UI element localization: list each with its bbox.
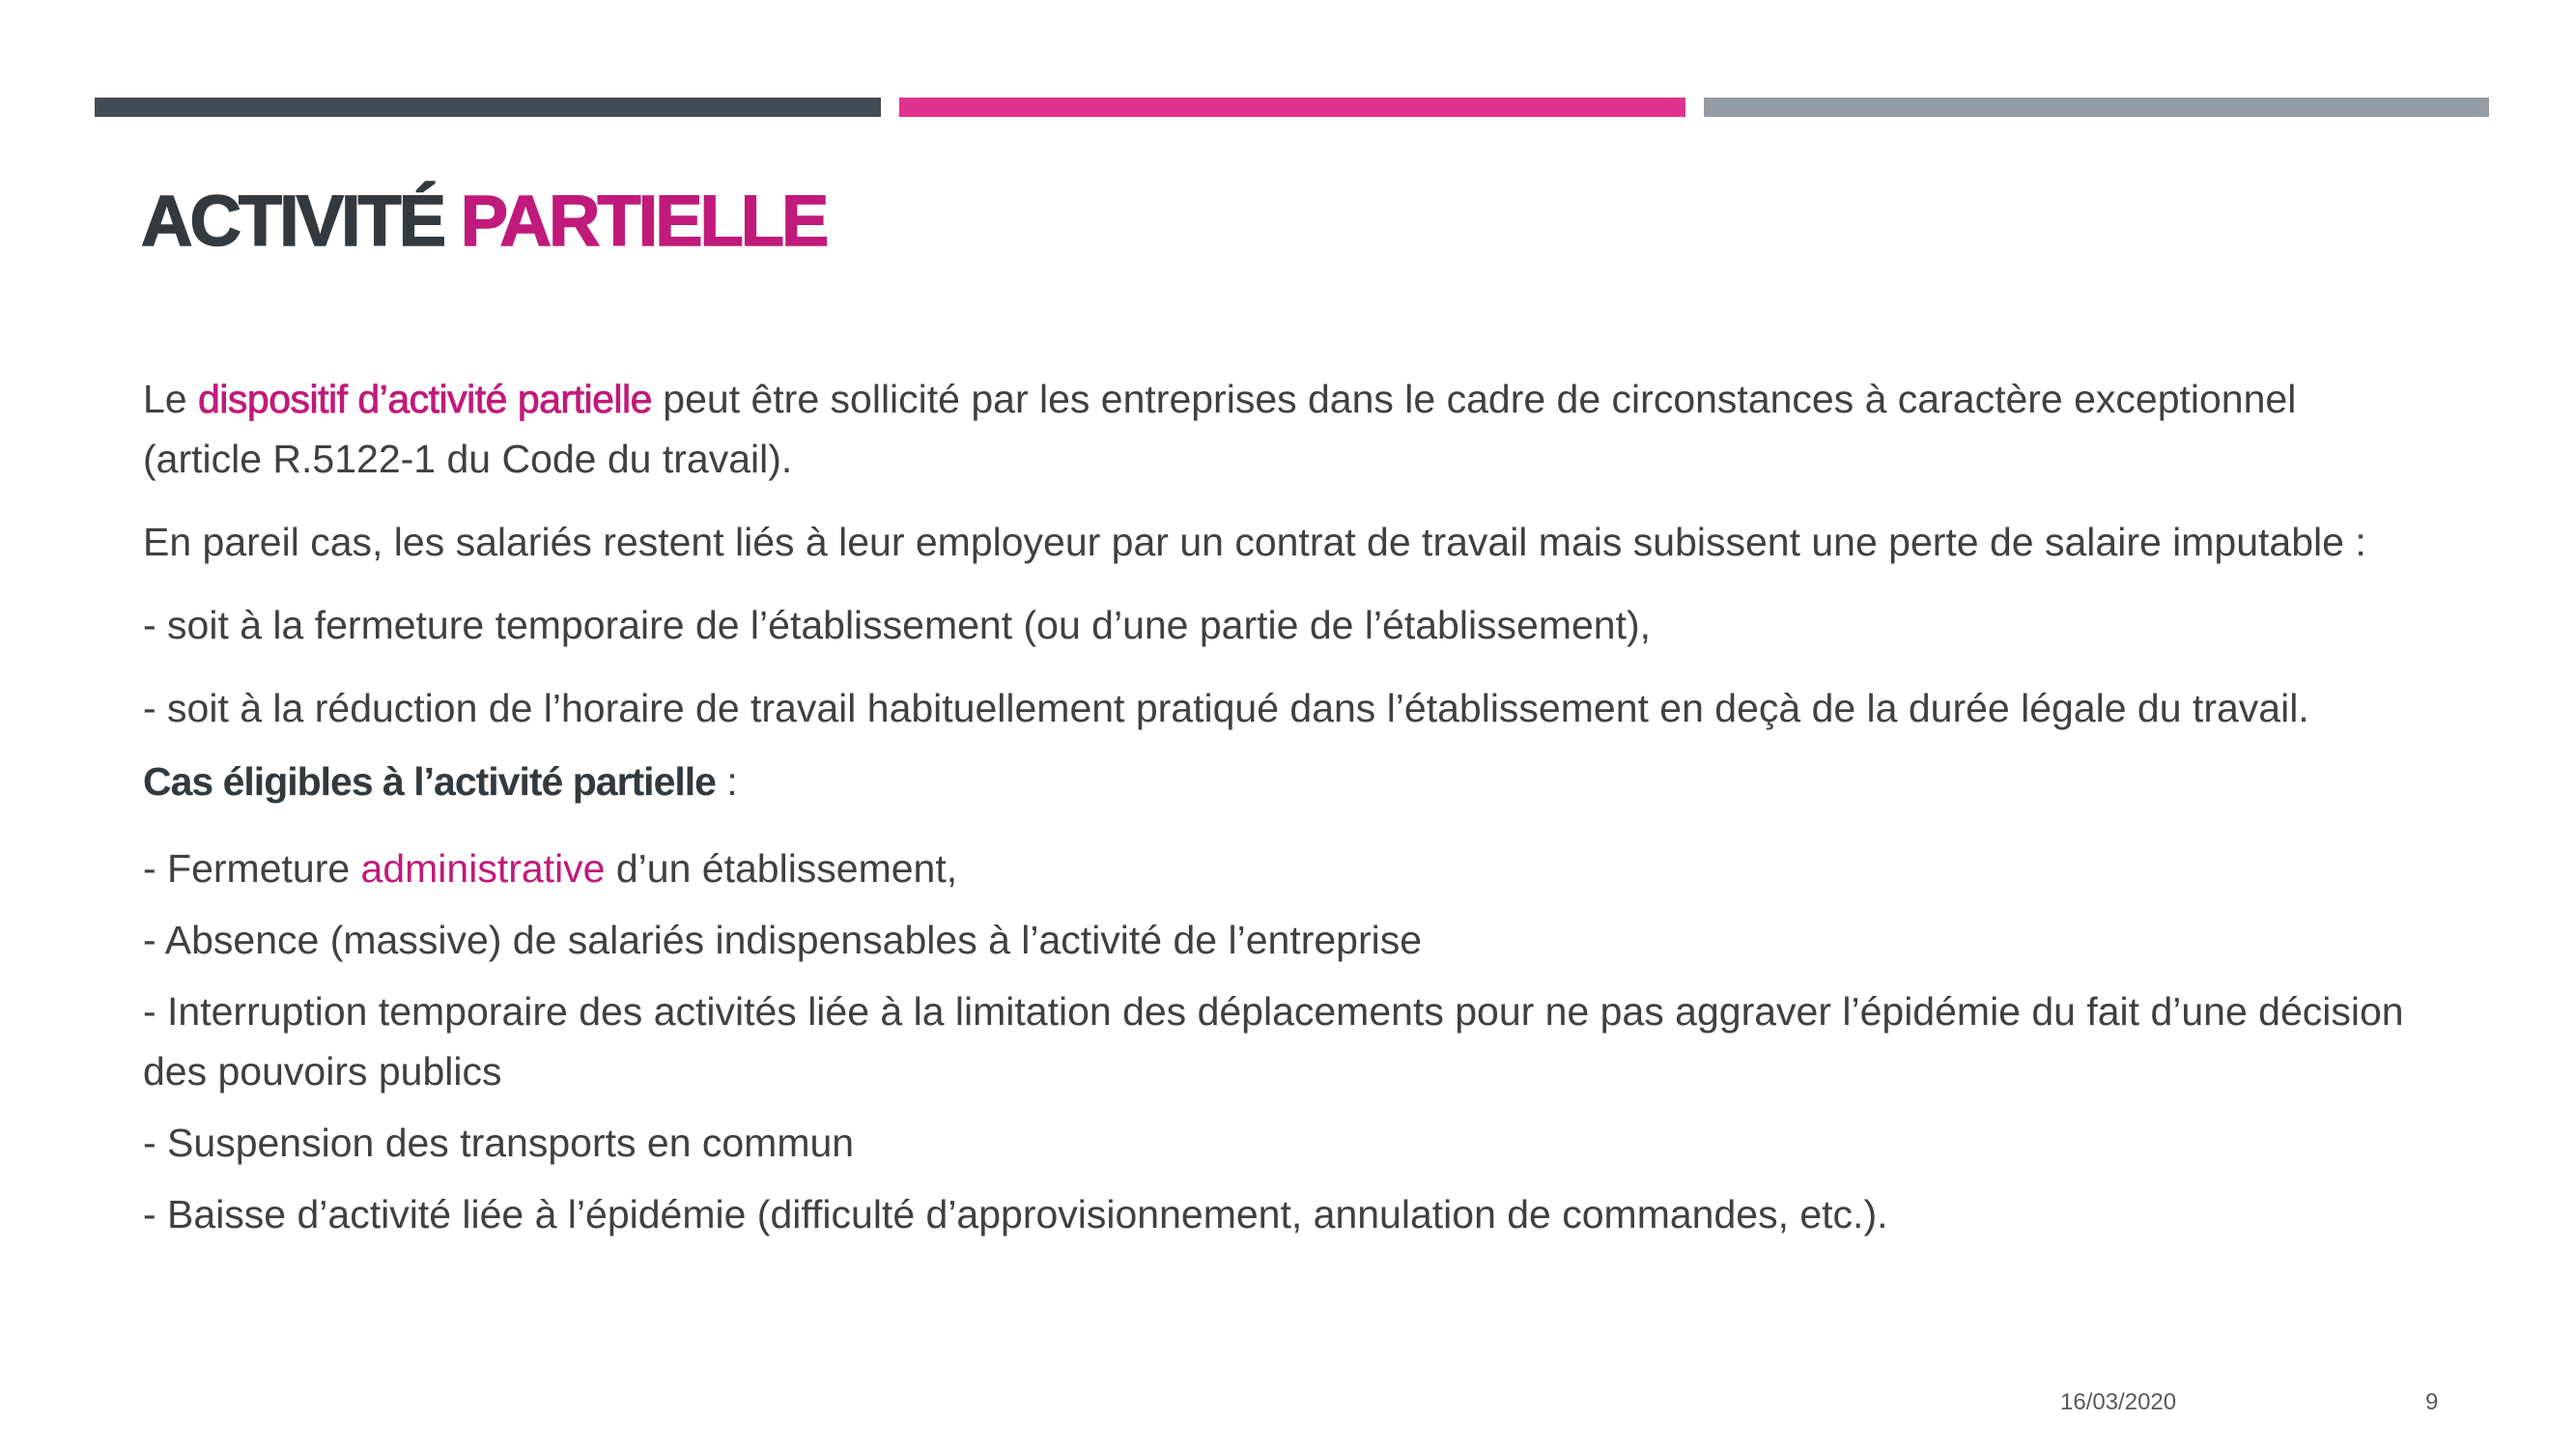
eligible-item-transports: - Suspension des transports en commun xyxy=(143,1121,855,1165)
item1-suffix: d’un établissement, xyxy=(605,846,958,891)
footer-date: 16/03/2020 xyxy=(2060,1389,2177,1415)
header-bar-dark xyxy=(95,98,881,117)
intro-suffix: peut être sollicité par les entreprises dans le cadre de circonstances à caractère exceptionnel (article R.5122-1 du Code du travail). xyxy=(143,377,2297,481)
context-paragraph: En pareil cas, les salariés restent liés à leur employeur par un contrat de travail mais subissent une perte de salaire imputable : xyxy=(143,520,2366,564)
eligible-heading-line xyxy=(143,752,2422,811)
eligible-heading: Cas éligibles à l’activité partielle xyxy=(143,759,716,804)
slide-title-part1: ACTIVITÉ xyxy=(141,181,444,261)
slide-title xyxy=(141,180,826,263)
header-bar-grey xyxy=(1704,98,2489,117)
intro-paragraph xyxy=(143,369,2422,489)
intro-prefix: Le xyxy=(143,377,198,421)
eligible-item-baisse: - Baisse d’activité liée à l’épidémie (difficulté d’approvisionnement, annulation de commandes, etc.). xyxy=(143,1192,1888,1236)
eligible-item-absence: - Absence (massive) de salariés indispensables à l’activité de l’entreprise xyxy=(143,918,1423,962)
footer-page-number: 9 xyxy=(2425,1389,2439,1415)
eligible-item-administrative xyxy=(143,838,2422,898)
item1-prefix: - Fermeture xyxy=(143,846,361,891)
administrative-link[interactable]: administrative xyxy=(360,846,606,891)
eligible-item-interruption: - Interruption temporaire des activités liée à la limitation des déplacements pour ne pas aggraver l’épidémie du fait d’une décision des pouvoirs publics xyxy=(143,989,2404,1094)
dispositif-link[interactable]: dispositif d’activité partielle xyxy=(198,377,652,421)
header-bar-pink xyxy=(899,98,1685,117)
case-closure: - soit à la fermeture temporaire de l’établissement (ou d’une partie de l’établissement), xyxy=(143,603,1652,647)
case-reduction: - soit à la réduction de l’horaire de travail habituellement pratiqué dans l’établissement en deçà de la durée légale du travail. xyxy=(143,686,2309,730)
slide-title-part2: PARTIELLE xyxy=(460,181,827,261)
slide-body xyxy=(143,369,2422,1256)
eligible-colon: : xyxy=(715,759,738,804)
